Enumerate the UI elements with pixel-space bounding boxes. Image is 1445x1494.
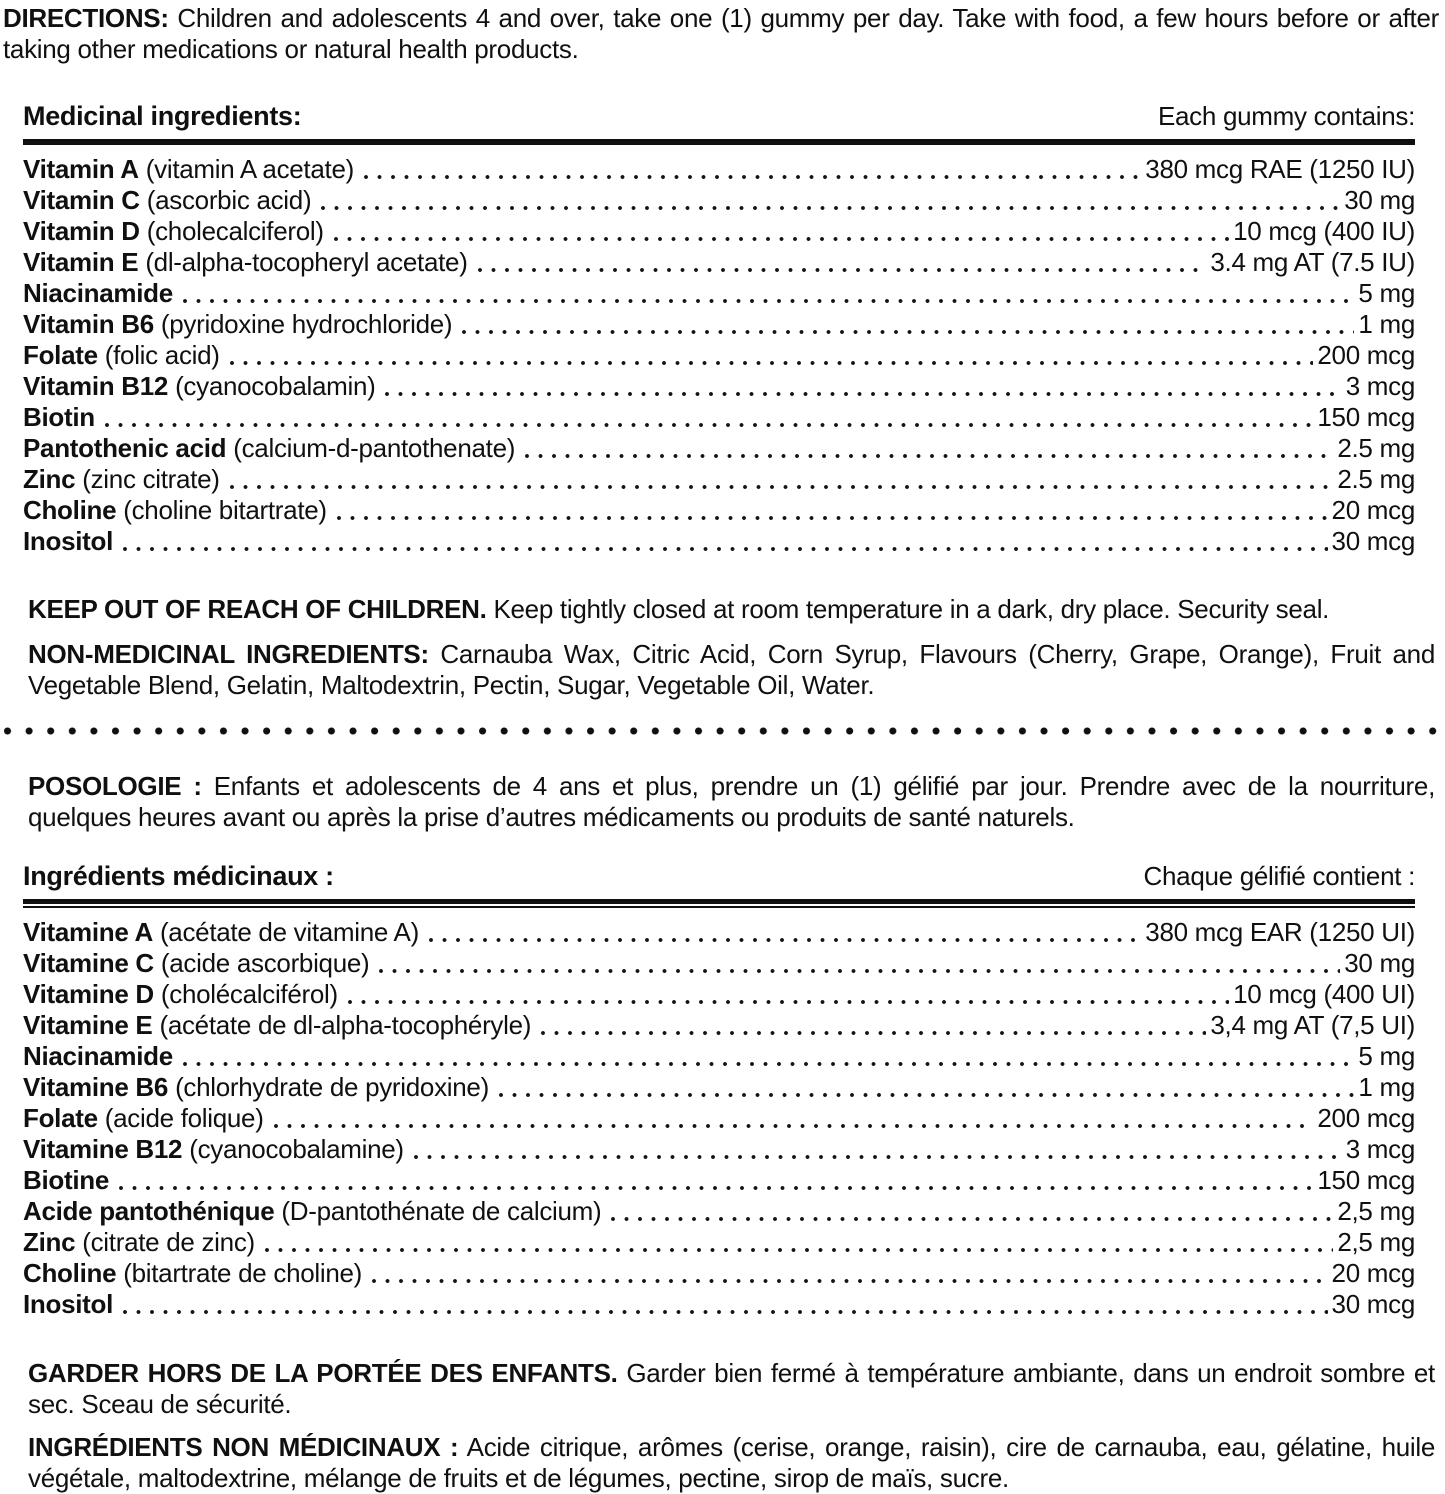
directions-text: Children and adolescents 4 and over, take one (1) gummy per day. Take with food, a few hours before or after taking other medications or natural health products. xyxy=(3,3,1439,64)
ingredient-amount: 380 mcg EAR (1250 UI) xyxy=(1145,917,1415,947)
ingredient-name: Vitamine E xyxy=(23,1010,153,1040)
ingredient-amount: 30 mcg xyxy=(1331,526,1415,556)
ingredient-row xyxy=(23,1165,1415,1196)
directions-label: DIRECTIONS: xyxy=(3,3,169,33)
ingredient-amount: 3 mcg xyxy=(1345,1134,1415,1164)
ingredient-name: Pantothenic acid xyxy=(23,433,227,463)
ingredient-source: (folic acid) xyxy=(104,340,220,370)
ingredient-amount: 30 mg xyxy=(1344,948,1415,978)
ingredient-row xyxy=(23,433,1415,464)
ingredient-row xyxy=(23,1289,1415,1320)
ingredient-name: Zinc xyxy=(23,464,76,494)
ingredient-row xyxy=(23,216,1415,247)
dot-leader xyxy=(183,278,1355,309)
ingredient-source: (cyanocobalamin) xyxy=(175,371,376,401)
table-header-left-en: Medicinal ingredients: xyxy=(23,101,302,131)
keep-out-label-fr: GARDER HORS DE LA PORTÉE DES ENFANTS. xyxy=(28,1358,618,1388)
ingredient-amount: 20 mcg xyxy=(1331,1258,1415,1288)
ingredient-name: Vitamine B6 xyxy=(23,1072,169,1102)
ingredient-name: Niacinamide xyxy=(23,1041,173,1071)
ingredient-amount: 3.4 mg AT (7.5 IU) xyxy=(1210,247,1415,277)
ingredient-row xyxy=(23,979,1415,1010)
posologie-text-fr: Enfants et adolescents de 4 ans et plus, prendre un (1) gélifié par jour. Prendre avec de la nourriture, quelques heures avant ou après la prise d’autres médicaments ou produits de santé naturels. xyxy=(28,771,1435,832)
ingredient-source: (acide folique) xyxy=(104,1103,264,1133)
ingredient-amount: 1 mg xyxy=(1358,1072,1415,1102)
ingredient-row xyxy=(23,1134,1415,1165)
ingredient-name: Vitamin A xyxy=(23,154,139,184)
ingredient-amount: 3 mcg xyxy=(1345,371,1415,401)
table-header-en xyxy=(23,101,1415,132)
ingredient-row xyxy=(23,371,1415,402)
ingredient-amount: 200 mcg xyxy=(1317,340,1415,370)
ingredient-source: (zinc citrate) xyxy=(82,464,220,494)
ingredient-name: Folate xyxy=(23,340,98,370)
ingredient-row xyxy=(23,278,1415,309)
ingredient-source: (cholécalciférol) xyxy=(160,979,338,1009)
keep-out-warning-fr xyxy=(28,1358,1435,1420)
posologie-paragraph-fr xyxy=(28,771,1435,833)
ingredient-name: Vitamine C xyxy=(23,948,154,978)
ingredient-row xyxy=(23,1227,1415,1258)
table-rule-fr xyxy=(23,899,1415,908)
ingredient-name: Niacinamide xyxy=(23,278,173,308)
ingredient-name: Inositol xyxy=(23,526,114,556)
ingredient-row xyxy=(23,1041,1415,1072)
ingredient-source: (ascorbic acid) xyxy=(146,185,312,215)
ingredient-amount: 10 mcg (400 UI) xyxy=(1233,979,1415,1009)
ingredient-source: (citrate de zinc) xyxy=(82,1227,255,1257)
dot-leader xyxy=(230,340,1314,371)
ingredient-source: (cyanocobalamine) xyxy=(189,1134,404,1164)
ingredient-row xyxy=(23,917,1415,948)
ingredient-source: (vitamin A acetate) xyxy=(145,154,354,184)
dot-leader xyxy=(265,1227,1333,1258)
ingredient-name: Vitamin B6 xyxy=(23,309,154,339)
dot-leader xyxy=(183,1041,1355,1072)
ingredient-row xyxy=(23,495,1415,526)
ingredient-amount: 150 mcg xyxy=(1317,1165,1415,1195)
ingredient-row xyxy=(23,309,1415,340)
dot-leader xyxy=(385,371,1341,402)
keep-out-text-fr: Garder bien fermé à température ambiante, dans un endroit sombre et sec. Sceau de sécurité. xyxy=(28,1358,1435,1419)
ingredient-source: (acide ascorbique) xyxy=(160,948,370,978)
ingredient-amount: 5 mg xyxy=(1358,278,1415,308)
ingredient-source: (chlorhydrate de pyridoxine) xyxy=(175,1072,489,1102)
ingredient-row xyxy=(23,1010,1415,1041)
ingredient-source: (dl-alpha-tocopheryl acetate) xyxy=(145,247,468,277)
dot-leader xyxy=(123,1289,1327,1320)
medicinal-ingredients-table-en xyxy=(23,101,1415,557)
dot-leader xyxy=(123,526,1327,557)
ingredient-source: (cholecalciferol) xyxy=(146,216,324,246)
ingredient-row xyxy=(23,1072,1415,1103)
non-medicinal-text-fr: Acide citrique, arômes (cerise, orange, raisin), cire de carnauba, eau, gélatine, huile végétale, maltodextrine, mélange de fruits et de légumes, pectine, sirop de maïs, sucre. xyxy=(28,1432,1436,1493)
ingredient-rows-en xyxy=(23,154,1415,557)
ingredient-amount: 30 mg xyxy=(1344,185,1415,215)
ingredient-amount: 20 mcg xyxy=(1331,495,1415,525)
dotted-separator xyxy=(4,727,1442,735)
dot-leader xyxy=(541,1010,1206,1041)
dot-leader xyxy=(334,216,1229,247)
dot-leader xyxy=(429,917,1141,948)
ingredient-name: Vitamine B12 xyxy=(23,1134,183,1164)
ingredient-amount: 3,4 mg AT (7,5 UI) xyxy=(1210,1010,1415,1040)
ingredient-name: Vitamine D xyxy=(23,979,154,1009)
dot-leader xyxy=(274,1103,1314,1134)
ingredient-source: (D-pantothénate de calcium) xyxy=(281,1196,602,1226)
ingredient-amount: 200 mcg xyxy=(1317,1103,1415,1133)
dot-leader xyxy=(337,495,1328,526)
posologie-label-fr: POSOLOGIE : xyxy=(28,771,202,801)
keep-out-text-en: Keep tightly closed at room temperature in a dark, dry place. Security seal. xyxy=(493,594,1330,624)
ingredient-amount: 10 mcg (400 IU) xyxy=(1233,216,1415,246)
non-medicinal-paragraph-fr xyxy=(28,1432,1435,1494)
ingredient-name: Inositol xyxy=(23,1289,114,1319)
ingredient-row xyxy=(23,340,1415,371)
table-header-fr xyxy=(23,861,1415,892)
ingredient-name: Vitamin B12 xyxy=(23,371,169,401)
ingredient-source: (bitartrate de choline) xyxy=(123,1258,363,1288)
ingredient-amount: 2.5 mg xyxy=(1337,433,1415,463)
ingredient-name: Vitamin E xyxy=(23,247,139,277)
ingredient-name: Choline xyxy=(23,495,117,525)
dot-leader xyxy=(372,1258,1328,1289)
ingredient-source: (acétate de vitamine A) xyxy=(159,917,419,947)
ingredient-name: Acide pantothénique xyxy=(23,1196,275,1226)
ingredient-name: Folate xyxy=(23,1103,98,1133)
ingredient-row xyxy=(23,185,1415,216)
ingredient-row xyxy=(23,1196,1415,1227)
ingredient-name: Vitamine A xyxy=(23,917,153,947)
keep-out-label-en: KEEP OUT OF REACH OF CHILDREN. xyxy=(28,594,487,624)
dot-leader xyxy=(348,979,1229,1010)
ingredient-amount: 5 mg xyxy=(1358,1041,1415,1071)
ingredient-row xyxy=(23,1103,1415,1134)
dot-leader xyxy=(364,154,1141,185)
ingredient-row xyxy=(23,1258,1415,1289)
ingredient-amount: 380 mcg RAE (1250 IU) xyxy=(1145,154,1415,184)
ingredient-row xyxy=(23,948,1415,979)
ingredient-row xyxy=(23,526,1415,557)
ingredient-source: (acétate de dl-alpha-tocophéryle) xyxy=(159,1010,532,1040)
ingredient-amount: 2.5 mg xyxy=(1337,464,1415,494)
dot-leader xyxy=(119,1165,1313,1196)
dot-leader xyxy=(499,1072,1354,1103)
ingredient-source: (choline bitartrate) xyxy=(123,495,327,525)
dot-leader xyxy=(321,185,1340,216)
ingredient-source: (calcium-d-pantothenate) xyxy=(233,433,516,463)
keep-out-warning-en xyxy=(28,594,1435,625)
table-header-left-fr: Ingrédients médicinaux : xyxy=(23,861,334,891)
ingredient-name: Vitamin D xyxy=(23,216,140,246)
non-medicinal-text-en: Carnauba Wax, Citric Acid, Corn Syrup, Flavours (Cherry, Grape, Orange), Fruit and Vegetable Blend, Gelatin, Maltodextrin, Pectin, Sugar, Vegetable Oil, Water. xyxy=(28,639,1435,700)
ingredient-amount: 150 mcg xyxy=(1317,402,1415,432)
table-rule-en xyxy=(23,139,1415,145)
dot-leader xyxy=(379,948,1340,979)
ingredient-name: Vitamin C xyxy=(23,185,140,215)
table-header-right-en: Each gummy contains: xyxy=(1157,101,1415,131)
table-header-right-fr: Chaque gélifié contient : xyxy=(1143,861,1415,891)
ingredient-amount: 2,5 mg xyxy=(1337,1196,1415,1226)
medicinal-ingredients-table-fr xyxy=(23,861,1415,1320)
ingredient-name: Choline xyxy=(23,1258,117,1288)
ingredient-source: (pyridoxine hydrochloride) xyxy=(160,309,453,339)
dot-leader xyxy=(525,433,1333,464)
ingredient-row xyxy=(23,464,1415,495)
ingredient-rows-fr xyxy=(23,917,1415,1320)
ingredient-row xyxy=(23,402,1415,433)
non-medicinal-label-en: NON-MEDICINAL INGREDIENTS: xyxy=(28,639,429,669)
dot-leader xyxy=(105,402,1314,433)
ingredient-name: Biotine xyxy=(23,1165,110,1195)
non-medicinal-label-fr: INGRÉDIENTS NON MÉDICINAUX : xyxy=(28,1432,459,1462)
ingredient-row xyxy=(23,154,1415,185)
ingredient-name: Zinc xyxy=(23,1227,76,1257)
dot-leader xyxy=(478,247,1207,278)
ingredient-amount: 30 mcg xyxy=(1331,1289,1415,1319)
ingredient-name: Biotin xyxy=(23,402,95,432)
ingredient-amount: 1 mg xyxy=(1358,309,1415,339)
dot-leader xyxy=(611,1196,1333,1227)
dot-leader xyxy=(230,464,1334,495)
non-medicinal-paragraph-en xyxy=(28,639,1435,701)
ingredient-row xyxy=(23,247,1415,278)
dot-leader xyxy=(462,309,1354,340)
directions-paragraph xyxy=(0,0,1445,65)
ingredient-amount: 2,5 mg xyxy=(1337,1227,1415,1257)
dot-leader xyxy=(414,1134,1342,1165)
